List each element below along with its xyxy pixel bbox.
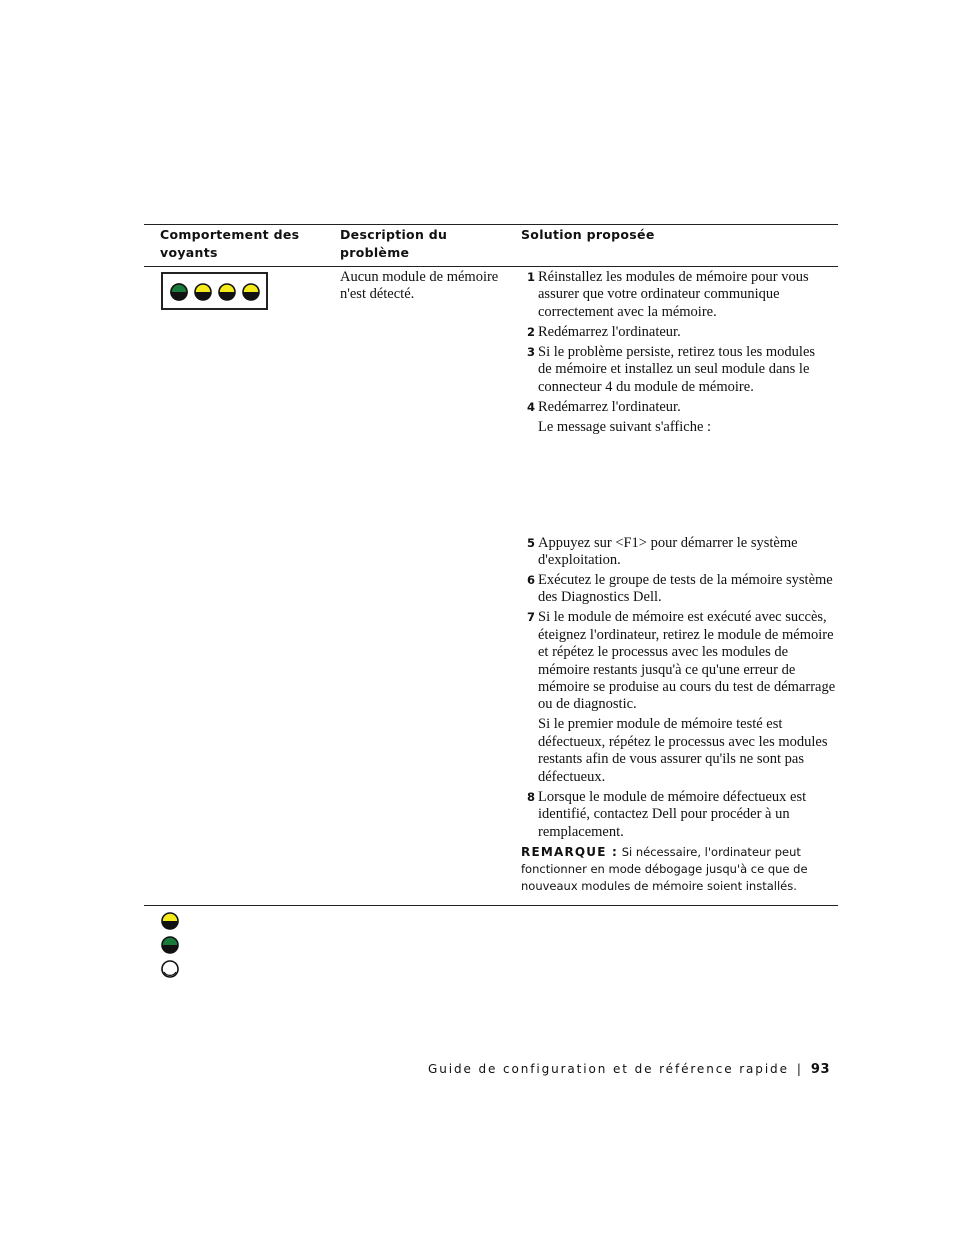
followup-line: défectueux, répétez le processus avec les modules <box>538 733 828 750</box>
solution-column <box>521 269 837 896</box>
step-line: et répétez le processus avec les modules de <box>538 644 789 661</box>
header-solution <box>521 226 655 244</box>
off-led-icon <box>160 959 180 979</box>
step-2 <box>521 324 837 341</box>
step-number: 7 <box>527 610 536 625</box>
table-bottom-rule <box>144 905 838 906</box>
followup-line: restants afin de vous assurer qu'ils ne sont pas <box>538 751 804 768</box>
led-yellow-icon <box>243 284 259 300</box>
step-line: Appuyez sur <F1> pour démarrer le système <box>538 534 798 551</box>
step-number: 4 <box>527 399 536 414</box>
step-line: de mémoire et installez un seul module dans le <box>538 361 810 378</box>
step-6 <box>521 572 837 607</box>
note-line: fonctionner en mode débogage jusqu'à ce que de <box>521 861 808 876</box>
step-line: remplacement. <box>538 823 624 840</box>
description-line: n'est détecté. <box>340 286 415 303</box>
step-line: des Diagnostics Dell. <box>538 589 662 606</box>
step-number: 1 <box>527 270 536 284</box>
step-7 <box>521 609 837 713</box>
green-led-icon <box>160 935 180 955</box>
header-text: Solution proposée <box>521 227 655 242</box>
step-line: Redémarrez l'ordinateur. <box>538 398 681 415</box>
step-4 <box>521 399 837 416</box>
led-yellow-icon <box>219 284 235 300</box>
step-line: correctement avec la mémoire. <box>538 303 717 320</box>
step-line: Si le module de mémoire est exécuté avec succès, <box>538 609 827 626</box>
step-number: 5 <box>527 535 536 550</box>
step-8 <box>521 789 837 841</box>
step-3 <box>521 344 837 396</box>
step-line: ou de diagnostic. <box>538 696 637 713</box>
step-line: mémoire se produise au cours du test de démarrage <box>538 679 836 696</box>
step-line: Redémarrez l'ordinateur. <box>538 323 681 340</box>
followup-line: Si le premier module de mémoire testé est <box>538 716 783 733</box>
message-placeholder <box>521 439 837 535</box>
step-line: assurer que votre ordinateur communique <box>538 286 780 303</box>
step-line: d'exploitation. <box>538 552 621 569</box>
description-line: Aucun module de mémoire <box>340 269 499 285</box>
step-number: 8 <box>527 789 536 804</box>
led-green-icon <box>171 284 187 300</box>
step-line: identifié, contactez Dell pour procéder à un <box>538 806 790 823</box>
step-line: Réinstallez les modules de mémoire pour vous <box>538 269 809 285</box>
legend-green <box>160 935 180 960</box>
yellow-led-icon <box>160 911 180 931</box>
step-number: 2 <box>527 324 536 339</box>
page-number: 93 <box>810 1062 830 1077</box>
legend-yellow <box>160 911 180 936</box>
step-line: éteignez l'ordinateur, retirez le module de mémoire <box>538 626 834 643</box>
problem-description <box>340 269 508 304</box>
header-text: problème <box>340 245 410 260</box>
header-text: Description du <box>340 227 448 242</box>
step-1 <box>521 269 837 321</box>
footer-separator: | <box>796 1062 801 1076</box>
note-line: Si nécessaire, l'ordinateur peut <box>621 844 801 859</box>
header-text: Comportement des <box>160 227 300 242</box>
step-7-followup <box>521 716 837 786</box>
followup-line: défectueux. <box>538 768 606 785</box>
note-block <box>521 844 837 896</box>
led-yellow-icon <box>195 284 211 300</box>
step-4-followup: Le message suivant s'affiche : <box>538 418 712 435</box>
header-led-behavior <box>160 226 299 262</box>
step-line: Lorsque le module de mémoire défectueux est <box>538 788 807 805</box>
note-line: nouveaux modules de mémoire soient installés. <box>521 879 797 894</box>
footer-title: Guide de configuration et de référence rapide <box>428 1062 789 1076</box>
table-top-rule <box>144 224 838 225</box>
header-problem-description <box>340 226 447 262</box>
step-line: connecteur 4 du module de mémoire. <box>538 378 754 395</box>
note-label: REMARQUE : <box>521 844 619 859</box>
step-number: 3 <box>527 344 536 359</box>
step-line: Si le problème persiste, retirez tous les modules <box>538 343 816 360</box>
step-line: mémoire restants jusqu'à ce qu'une erreur de <box>538 661 796 678</box>
header-rule <box>144 266 838 267</box>
led-pattern-panel <box>161 272 268 310</box>
step-line: Exécutez le groupe de tests de la mémoire système <box>538 572 833 589</box>
step-5 <box>521 535 837 570</box>
page-footer <box>428 1062 830 1077</box>
header-text: voyants <box>160 245 218 260</box>
legend-off <box>160 959 180 984</box>
step-number: 6 <box>527 573 536 588</box>
